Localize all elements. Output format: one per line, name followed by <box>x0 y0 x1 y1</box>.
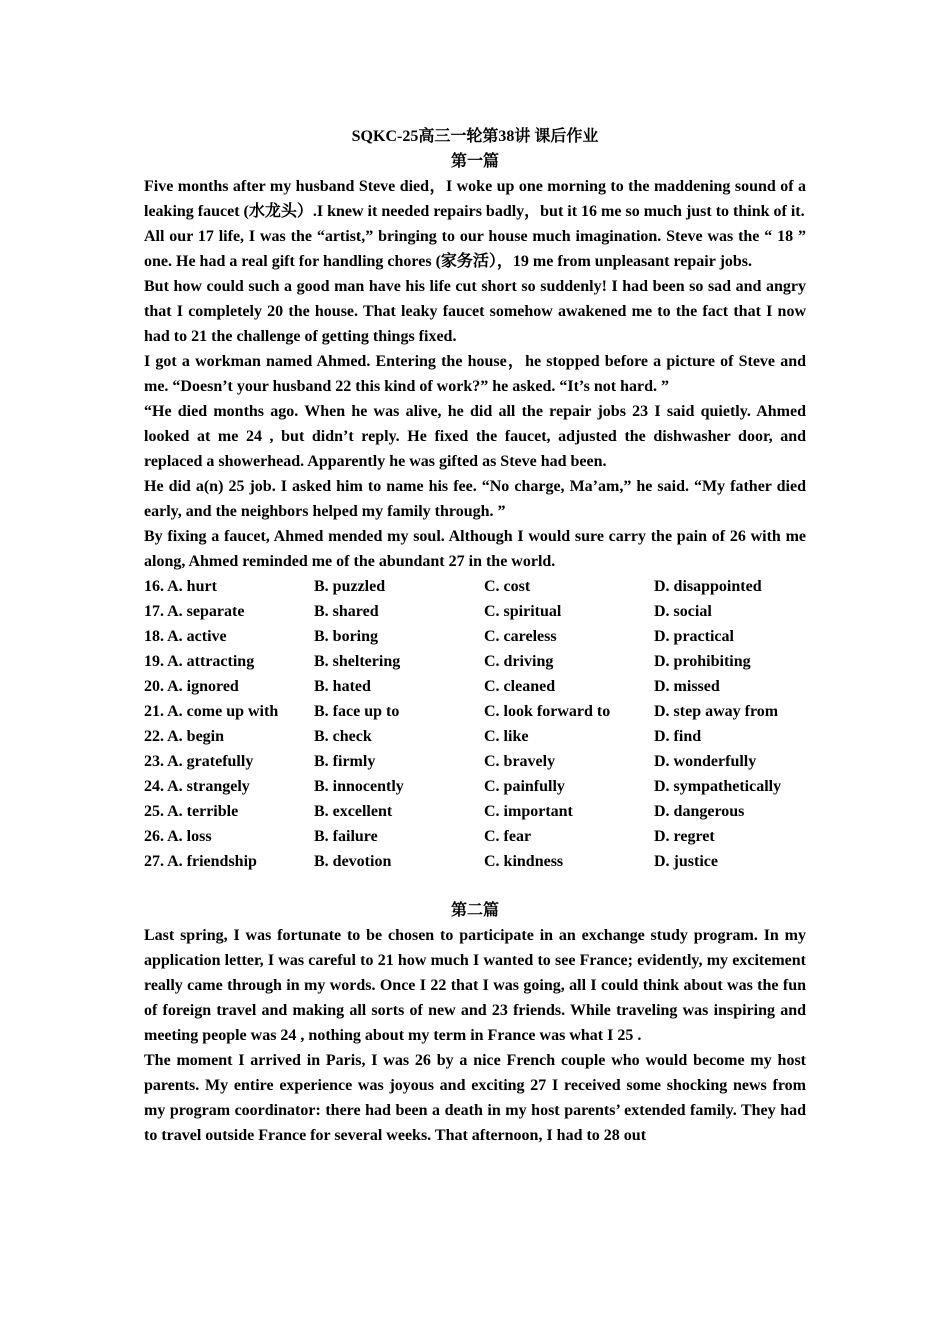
section2-heading: 第二篇 <box>450 902 499 919</box>
option-c: C. cost <box>484 578 531 595</box>
option-d: D. step away from <box>654 703 779 720</box>
section1-paragraph: Five months after my husband Steve died，I woke up one morning to the maddening sound of a leaking faucet (水龙头）.I knew it needed repairs badly，but it 16 me so much just to think of it. <box>144 178 806 220</box>
option-b: B. check <box>314 728 372 745</box>
option-c: C. spiritual <box>484 603 562 620</box>
option-d: D. dangerous <box>654 803 745 820</box>
option-b: B. failure <box>314 828 378 845</box>
question-row <box>144 749 806 774</box>
question-row <box>144 799 806 824</box>
option-a: 17. A. separate <box>144 603 245 620</box>
option-c: C. important <box>484 803 573 820</box>
option-c: C. like <box>484 728 529 745</box>
option-c: C. bravely <box>484 753 556 770</box>
question-row <box>144 599 806 624</box>
section-gap <box>144 874 806 898</box>
option-b: B. sheltering <box>314 653 401 670</box>
option-b: B. hated <box>314 678 371 695</box>
option-d: D. regret <box>654 828 715 845</box>
option-d: D. disappointed <box>654 578 762 595</box>
page-title: SQKC-25高三一轮第38讲 课后作业 <box>351 128 599 145</box>
option-d: D. sympathetically <box>654 778 782 795</box>
option-a: 20. A. ignored <box>144 678 239 695</box>
section1-paragraph: But how could such a good man have his life cut short so suddenly! I had been so sad and angry that I completely 20 the house. That leaky faucet somehow awakened me to the fact that I now had to 21 the challenge of getting things fixed. <box>144 278 806 345</box>
option-a: 16. A. hurt <box>144 578 217 595</box>
section2-paragraph: Last spring, I was fortunate to be chosen to participate in an exchange study program. In my application letter, I was careful to 21 how much I wanted to see France; evidently, my excitement really came through in my words. Once I 22 that I was going, all I could think about was the fun of foreign travel and making all sorts of new and 23 friends. While traveling was inspiring and meeting people was 24 , nothing about my term in France was what I 25 . <box>144 927 806 1044</box>
option-a: 25. A. terrible <box>144 803 239 820</box>
option-b: B. firmly <box>314 753 376 770</box>
question-row <box>144 699 806 724</box>
option-c: C. cleaned <box>484 678 556 695</box>
worksheet-page <box>144 124 806 1148</box>
option-a: 22. A. begin <box>144 728 225 745</box>
option-c: C. careless <box>484 628 557 645</box>
option-d: D. practical <box>654 628 734 645</box>
option-a: 24. A. strangely <box>144 778 250 795</box>
option-c: C. painfully <box>484 778 565 795</box>
option-a: 23. A. gratefully <box>144 753 254 770</box>
section1-paragraph: By fixing a faucet, Ahmed mended my soul. Although I would sure carry the pain of 26 with me along, Ahmed reminded me of the abundant 27 in the world. <box>144 528 806 570</box>
option-b: B. face up to <box>314 703 400 720</box>
section2-paragraph: The moment I arrived in Paris, I was 26 by a nice French couple who would become my host parents. My entire experience was joyous and exciting 27 I received some shocking news from my program coordinator: there had been a death in my host parents’ extended family. They had to travel outside France for several weeks. That afternoon, I had to 28 out <box>144 1052 806 1144</box>
option-b: B. excellent <box>314 803 393 820</box>
option-a: 26. A. loss <box>144 828 212 845</box>
option-b: B. boring <box>314 628 379 645</box>
section1-paragraph: “He died months ago. When he was alive, he did all the repair jobs 23 I said quietly. Ahmed looked at me 24 , but didn’t reply. He fixed the faucet, adjusted the dishwasher door, and replaced a showerhead. Apparently he was gifted as Steve had been. <box>144 403 806 470</box>
option-b: B. shared <box>314 603 379 620</box>
option-b: B. puzzled <box>314 578 386 595</box>
question-row <box>144 574 806 599</box>
section1-paragraph: He did a(n) 25 job. I asked him to name his fee. “No charge, Ma’am,” he said. “My father died early, and the neighbors helped my family through. ” <box>144 478 806 520</box>
option-a: 27. A. friendship <box>144 853 257 870</box>
option-c: C. look forward to <box>484 703 611 720</box>
option-b: B. innocently <box>314 778 404 795</box>
question-row <box>144 724 806 749</box>
option-d: D. social <box>654 603 712 620</box>
option-c: C. fear <box>484 828 532 845</box>
option-d: D. prohibiting <box>654 653 751 670</box>
question-row <box>144 624 806 649</box>
question-row <box>144 774 806 799</box>
answer-options <box>144 574 806 874</box>
question-row <box>144 674 806 699</box>
option-a: 21. A. come up with <box>144 703 279 720</box>
option-d: D. missed <box>654 678 720 695</box>
option-d: D. justice <box>654 853 718 870</box>
option-c: C. driving <box>484 653 554 670</box>
option-b: B. devotion <box>314 853 392 870</box>
option-a: 19. A. attracting <box>144 653 255 670</box>
option-d: D. wonderfully <box>654 753 757 770</box>
option-c: C. kindness <box>484 853 564 870</box>
section1-heading: 第一篇 <box>450 153 499 170</box>
option-a: 18. A. active <box>144 628 227 645</box>
question-row <box>144 849 806 874</box>
question-row <box>144 649 806 674</box>
option-d: D. find <box>654 728 702 745</box>
question-row <box>144 824 806 849</box>
section1-paragraph: All our 17 life, I was the “artist,” bringing to our house much imagination. Steve was the “ 18 ” one. He had a real gift for handling chores (家务活），19 me from unpleasant repair jobs. <box>144 228 806 270</box>
section1-paragraph: I got a workman named Ahmed. Entering the house，he stopped before a picture of Steve and me. “Doesn’t your husband 22 this kind of work?” he asked. “It’s not hard. ” <box>144 353 806 395</box>
